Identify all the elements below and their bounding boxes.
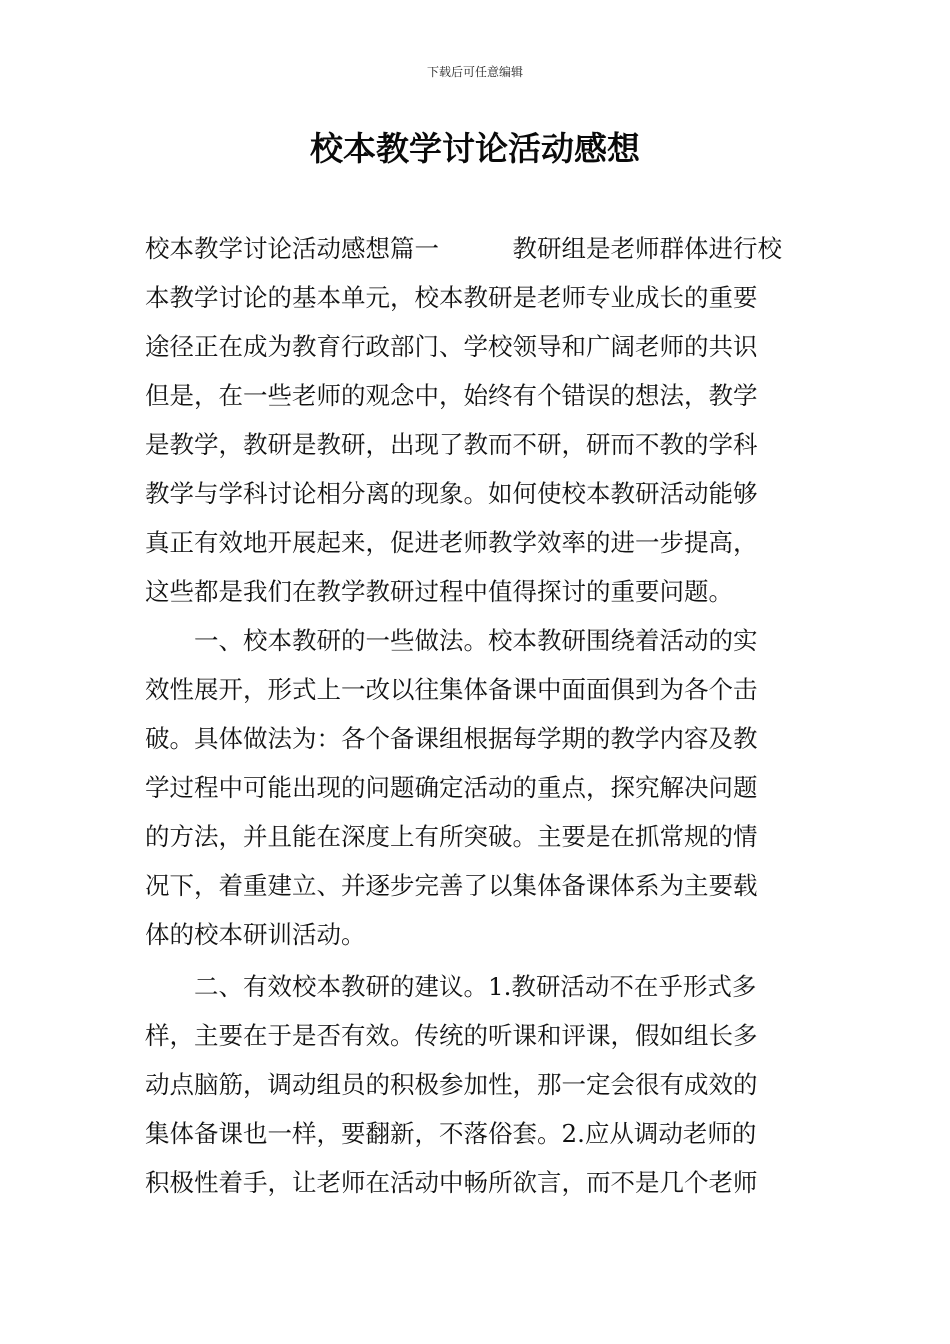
text-line: 破。具体做法为：各个备课组根据每学期的教学内容及教 (145, 724, 758, 753)
text-line: 集体备课也一样，要翻新，不落俗套。2.应从调动老师的 (145, 1119, 757, 1148)
document-body (145, 224, 805, 1207)
text-line: 真正有效地开展起来，促进老师教学效率的进一步提高， (145, 528, 758, 557)
text-line: 况下，着重建立、并逐步完善了以集体备课体系为主要载 (145, 871, 758, 900)
header-note: 下载后可任意编辑 (426, 65, 523, 79)
text-line: 二、有效校本教研的建议。1.教研活动不在乎形式多 (145, 972, 757, 1001)
text-line: 一、校本教研的一些做法。校本教研围绕着活动的实 (145, 626, 758, 655)
text-line: 体的校本研训活动。 (145, 920, 366, 949)
text-line: 这些都是我们在教学教研过程中值得探讨的重要问题。 (145, 577, 733, 606)
paragraph-2 (145, 616, 805, 959)
text-line: 校本教学讨论活动感想篇一 教研组是老师群体进行校 (145, 234, 782, 263)
document-title: 校本教学讨论活动感想 (310, 129, 640, 168)
text-line: 是教学，教研是教研，出现了教而不研，研而不教的学科 (145, 430, 758, 459)
text-line: 动点脑筋，调动组员的积极参加性，那一定会很有成效的 (145, 1070, 758, 1099)
text-line: 积极性着手，让老师在活动中畅所欲言，而不是几个老师 (145, 1168, 758, 1197)
text-line: 教学与学科讨论相分离的现象。如何使校本教研活动能够 (145, 479, 758, 508)
text-line: 样，主要在于是否有效。传统的听课和评课，假如组长多 (145, 1021, 758, 1050)
text-line: 本教学讨论的基本单元，校本教研是老师专业成长的重要 (145, 283, 758, 312)
text-line: 效性展开，形式上一改以往集体备课中面面俱到为各个击 (145, 675, 758, 704)
text-line: 学过程中可能出现的问题确定活动的重点，探究解决问题 (145, 773, 758, 802)
text-line: 途径正在成为教育行政部门、学校领导和广阔老师的共识 (145, 332, 758, 361)
text-line: 的方法，并且能在深度上有所突破。主要是在抓常规的情 (145, 822, 758, 851)
paragraph-1 (145, 224, 805, 616)
text-line: 但是，在一些老师的观念中，始终有个错误的想法，教学 (145, 381, 758, 410)
paragraph-3 (145, 962, 805, 1207)
